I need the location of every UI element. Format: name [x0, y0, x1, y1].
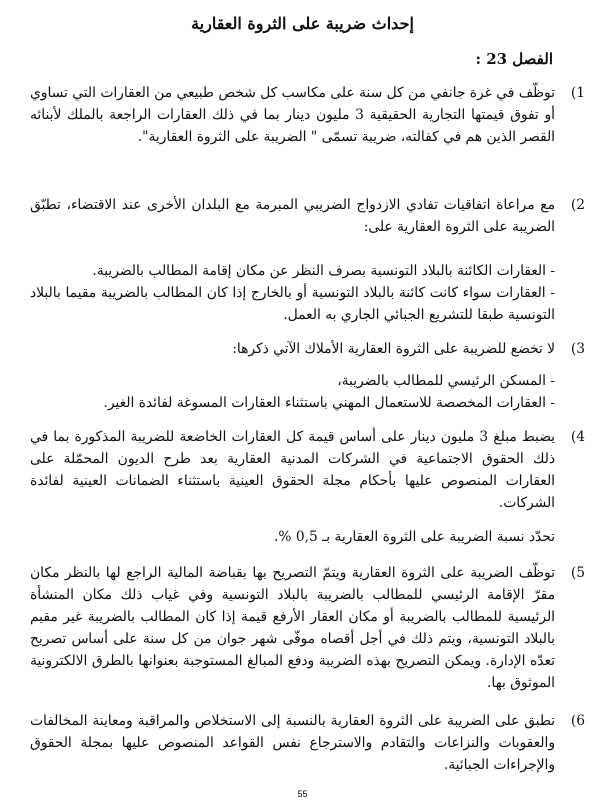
paragraph-3: [30, 338, 585, 360]
paragraph-2-bullet-2: - العقارات سواء كانت كائنة بالبلاد التونسية أو بالخارج إذا كان المطالب بالضريبة مقيما بالبلاد التونسية طبقا للتشريع الجبائي الجاري به العمل.: [30, 285, 555, 323]
paragraph-text: مع مراعاة اتفاقيات تفادي الازدواج الضريبي المبرمة مع البلدان الأخرى عند الاقتضاء، تطبّق الضريبة على الثروة العقارية على:: [30, 197, 555, 235]
paragraph-number: 1): [570, 85, 585, 101]
paragraph-5: [30, 562, 585, 694]
paragraph-2-bullet-1: - العقارات الكائنة بالبلاد التونسية بصرف النظر عن مكان إقامة المطالب بالضريبة.: [92, 263, 555, 279]
paragraph-number: 6): [570, 713, 585, 729]
tax-rate-line: تحدّد نسبة الضريبة على الثروة العقارية بـ 0,5 %.: [273, 529, 555, 545]
paragraph-3-bullet-1: - المسكن الرئيسي للمطالب بالضريبة،: [337, 373, 555, 389]
paragraph-number: 4): [570, 429, 585, 445]
paragraph-6: [30, 710, 585, 776]
paragraph-4: [30, 426, 585, 514]
paragraph-text: يضبط مبلغ 3 مليون دينار على أساس قيمة كل العقارات الخاضعة للضريبة المذكورة بما في ذلك الحقوق الاجتماعية في الشركات المدنية العقارية بعد طرح الديون المحمّلة على العقارات المنصوص عليها بأحكام مجلة الحقوق العينية باستثناء الضمانات العينية لفائدة الشركات.: [30, 429, 555, 511]
paragraph-number: 3): [570, 341, 585, 357]
page-number: 55: [297, 789, 308, 799]
paragraph-1: [30, 82, 585, 148]
paragraph-text: لا تخضع للضريبة على الثروة العقارية الأملاك الآتي ذكرها:: [232, 341, 555, 357]
paragraph-text: توظّف الضريبة على الثروة العقارية ويتمّ التصريح بها بقباضة المالية الراجع لها بالنظر مكان مقرّ الإقامة الرئيسي للمطالب بالضريبة بالبلاد التونسية وفي غياب ذلك مكان المنشأة الرئيسية للمطالب بالضريبة أو مكان العقار الأرفع قيمة إذا كان المطالب بالضريبة غير مقيم بالبلاد التونسية، ويتم ذلك في أجل أقصاه موفّى شهر جوان من كل سنة على أساس تصريح تعدّه الإدارة. ويمكن التصريح بهذه الضريبة ودفع المبالغ المستوجبة بعنوانها بالطرق الالكترونية الموثوق بها.: [30, 565, 555, 691]
paragraph-3-bullet-2: - العقارات المخصصة للاستعمال المهني باستثناء العقارات المسوغة لفائدة الغير.: [103, 395, 555, 411]
paragraph-text: توظّف في غرة جانفي من كل سنة على مكاسب كل شخص طبيعي من العقارات التي تساوي أو تفوق قيمتها التجارية الحقيقية 3 مليون دينار بما في ذلك العقارات الراجعة بالملك لأبنائه القصر الذين هم في كفالته، ضريبة تسمّى " الضريبة على الثروة العقارية".: [30, 85, 555, 145]
paragraph-text: تطبق على الضريبة على الثروة العقارية بالنسبة إلى الاستخلاص والمراقبة ومعاينة المخالفات والعقوبات والنزاعات والتقادم والاسترجاع نفس القواعد المنصوص عليها بمجلة الحقوق والإجراءات الجبائية.: [30, 713, 555, 773]
chapter-heading: الفصل 23 :: [475, 50, 553, 68]
paragraph-2: [30, 194, 585, 238]
page-title: إحداث ضريبة على الثروة العقارية: [191, 14, 414, 33]
paragraph-number: 5): [570, 565, 585, 581]
paragraph-number: 2): [570, 197, 585, 213]
